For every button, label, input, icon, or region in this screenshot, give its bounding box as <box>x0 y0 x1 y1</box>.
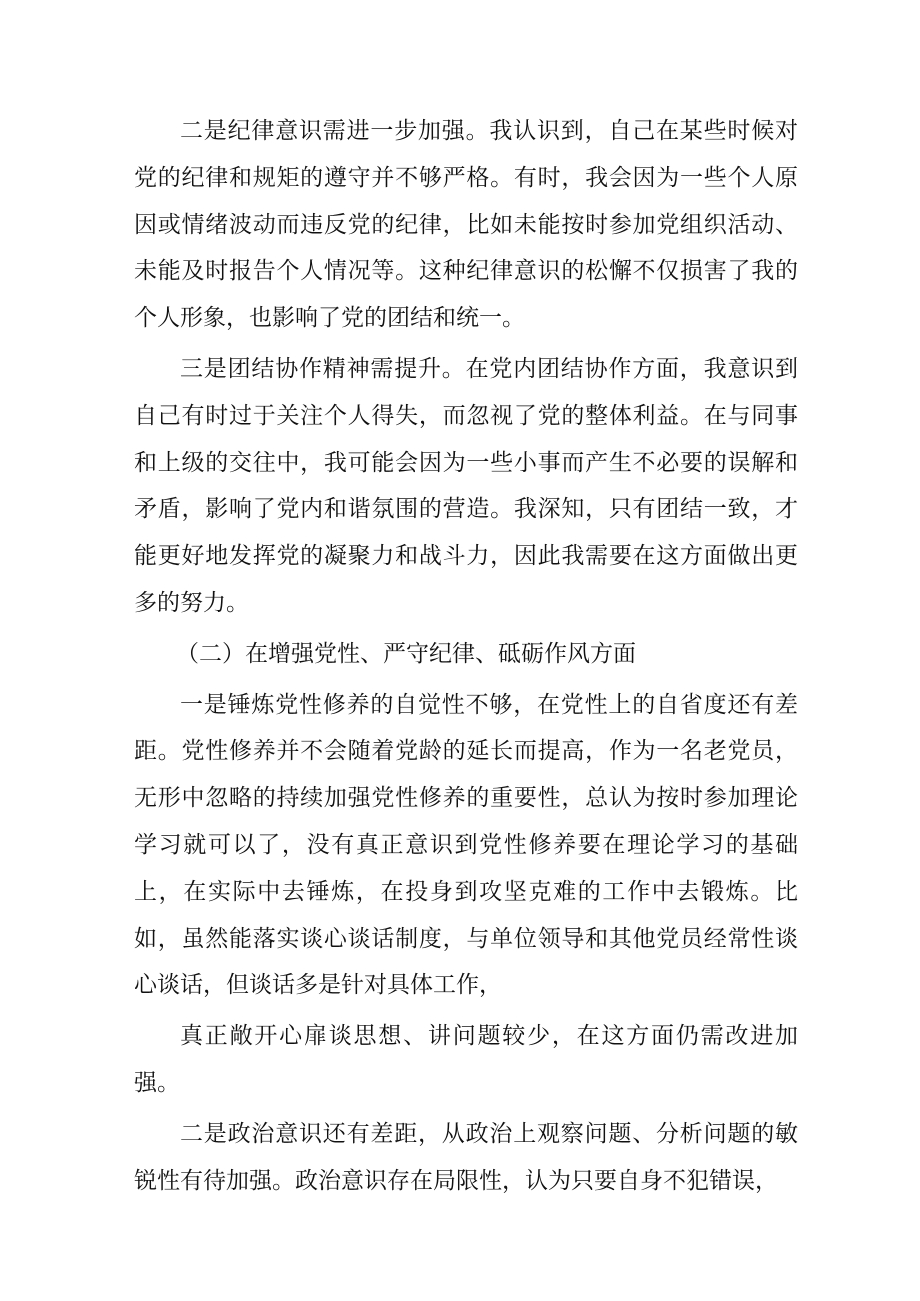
paragraph-heart-to-heart: 真正敞开心扉谈思想、讲问题较少，在这方面仍需改进加强。 <box>134 1023 798 1096</box>
paragraph-teamwork-spirit: 三是团结协作精神需提升。在党内团结协作方面，我意识到自己有时过于关注个人得失，而忽视了党的整体利益。在与同事和上级的交往中，我可能会因为一些小事而产生不必要的误解和矛盾，影响了党内和谐氛围的营造。我深知，只有团结一致，才能更好地发挥党的凝聚力和战斗力，因此我需要在这方面做出更多的努力。 <box>134 355 798 616</box>
section-heading: （二）在增强党性、严守纪律、砥砺作风方面 <box>176 640 636 667</box>
paragraph-political-awareness: 二是政治意识还有差距，从政治上观察问题、分析问题的敏锐性有待加强。政治意识存在局限性，认为只要自身不犯错误， <box>134 1120 798 1194</box>
paragraph-discipline-awareness: 二是纪律意识需进一步加强。我认识到，自己在某些时候对党的纪律和规矩的遵守并不够严格。有时，我会因为一些个人原因或情绪波动而违反党的纪律，比如未能按时参加党组织活动、未能及时报告个人情况等。这种纪律意识的松懈不仅损害了我的个人形象，也影响了党的团结和统一。 <box>134 118 798 332</box>
paragraph-party-spirit: 一是锤炼党性修养的自觉性不够，在党性上的自省度还有差距。党性修养并不会随着党龄的延长而提高，作为一名老党员，无形中忽略的持续加强党性修养的重要性，总认为按时参加理论学习就可以了，没有真正意识到党性修养要在理论学习的基础上，在实际中去锤炼，在投身到攻坚克难的工作中去锻炼。比如，虽然能落实谈心谈话制度，与单位领导和其他党员经常性谈心谈话，但谈话多是针对具体工作， <box>134 691 798 999</box>
document-body <box>134 108 798 1204</box>
